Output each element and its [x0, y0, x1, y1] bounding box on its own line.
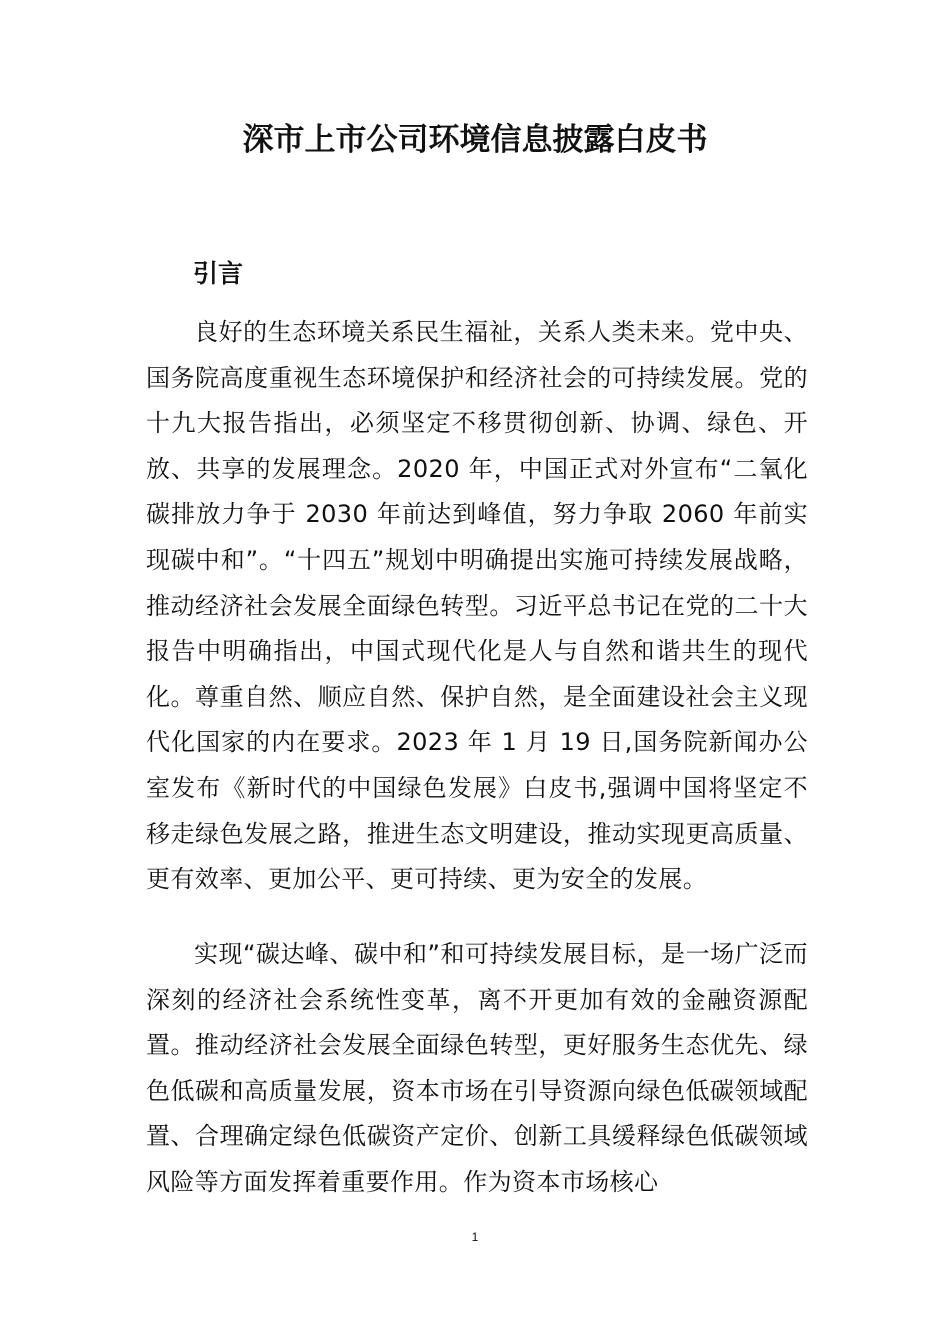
paragraph-1: 良好的生态环境关系民生福祉，关系人类未来。党中央、国务院高度重视生态环境保护和经济社会的可持续发展。党的十九大报告指出，必须坚定不移贯彻创新、协调、绿色、开放、共享的发展理念。2020 年，中国正式对外宣布“二氧化碳排放力争于 2030 年前达到峰值，努力争取 2060 年前实现碳中和”。“十四五”规划中明确提出实施可持续发展战略，推动经济社会发展全面绿色转型。习近平总书记在党的二十大报告中明确指出，中国式现代化是人与自然和谐共生的现代化。尊重自然、顺应自然、保护自然，是全面建设社会主义现代化国家的内在要求。2023 年 1 月 19 日,国务院新闻办公室发布《新时代的中国绿色发展》白皮书,强调中国将坚定不移走绿色发展之路，推进生态文明建设，推动实现更高质量、更有效率、更加公平、更可持续、更为安全的发展。 [146, 318, 808, 894]
section-heading-introduction: 引言 [193, 259, 244, 288]
paragraph-2: 实现“碳达峰、碳中和”和可持续发展目标，是一场广泛而深刻的经济社会系统性变革，离不开更加有效的金融资源配置。推动经济社会发展全面绿色转型，更好服务生态优先、绿色低碳和高质量发展，资本市场在引导资源向绿色低碳领域配置、合理确定绿色低碳资产定价、创新工具缓释绿色低碳领域风险等方面发挥着重要作用。作为资本市场核心 [146, 940, 808, 1196]
page-number: 1 [471, 1230, 479, 1244]
document-title: 深市上市公司环境信息披露白皮书 [242, 122, 708, 158]
